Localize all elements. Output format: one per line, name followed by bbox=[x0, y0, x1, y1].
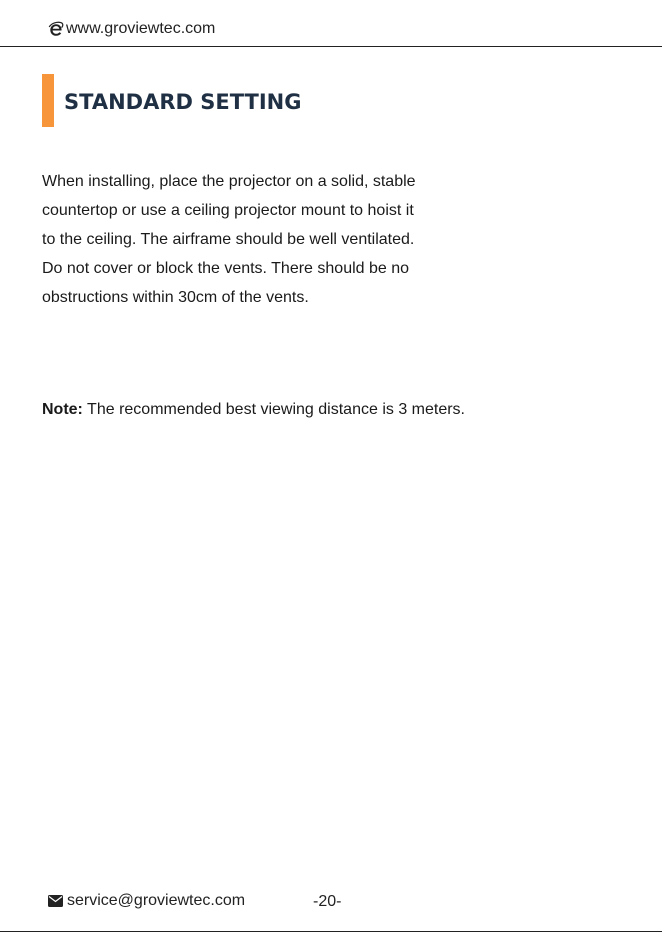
note-label: Note: bbox=[42, 401, 83, 418]
note-text: The recommended best viewing distance is 3 meters. bbox=[82, 401, 465, 418]
body-paragraph bbox=[42, 167, 482, 312]
body-line: obstructions within 30cm of the vents. bbox=[42, 289, 309, 306]
section-title: STANDARD SETTING bbox=[64, 89, 302, 114]
page-number: -20- bbox=[313, 893, 342, 910]
footer-divider bbox=[0, 931, 662, 932]
email-link[interactable] bbox=[48, 892, 245, 910]
section-heading bbox=[42, 74, 301, 127]
page-header bbox=[0, 0, 662, 47]
note-paragraph bbox=[42, 399, 465, 421]
body-line: to the ceiling. The airframe should be well ventilated. bbox=[42, 231, 415, 248]
body-line: Do not cover or block the vents. There should be no bbox=[42, 260, 410, 277]
page-footer bbox=[0, 880, 662, 933]
body-line: countertop or use a ceiling projector mount to hoist it bbox=[42, 202, 414, 219]
accent-bar bbox=[42, 74, 54, 127]
email-address: service@groviewtec.com bbox=[67, 892, 246, 909]
website-url: www.groviewtec.com bbox=[66, 20, 216, 37]
mail-icon bbox=[48, 895, 63, 907]
body-line: When installing, place the projector on a solid, stable bbox=[42, 173, 416, 190]
website-link[interactable] bbox=[48, 20, 215, 38]
ie-browser-icon bbox=[48, 21, 64, 37]
